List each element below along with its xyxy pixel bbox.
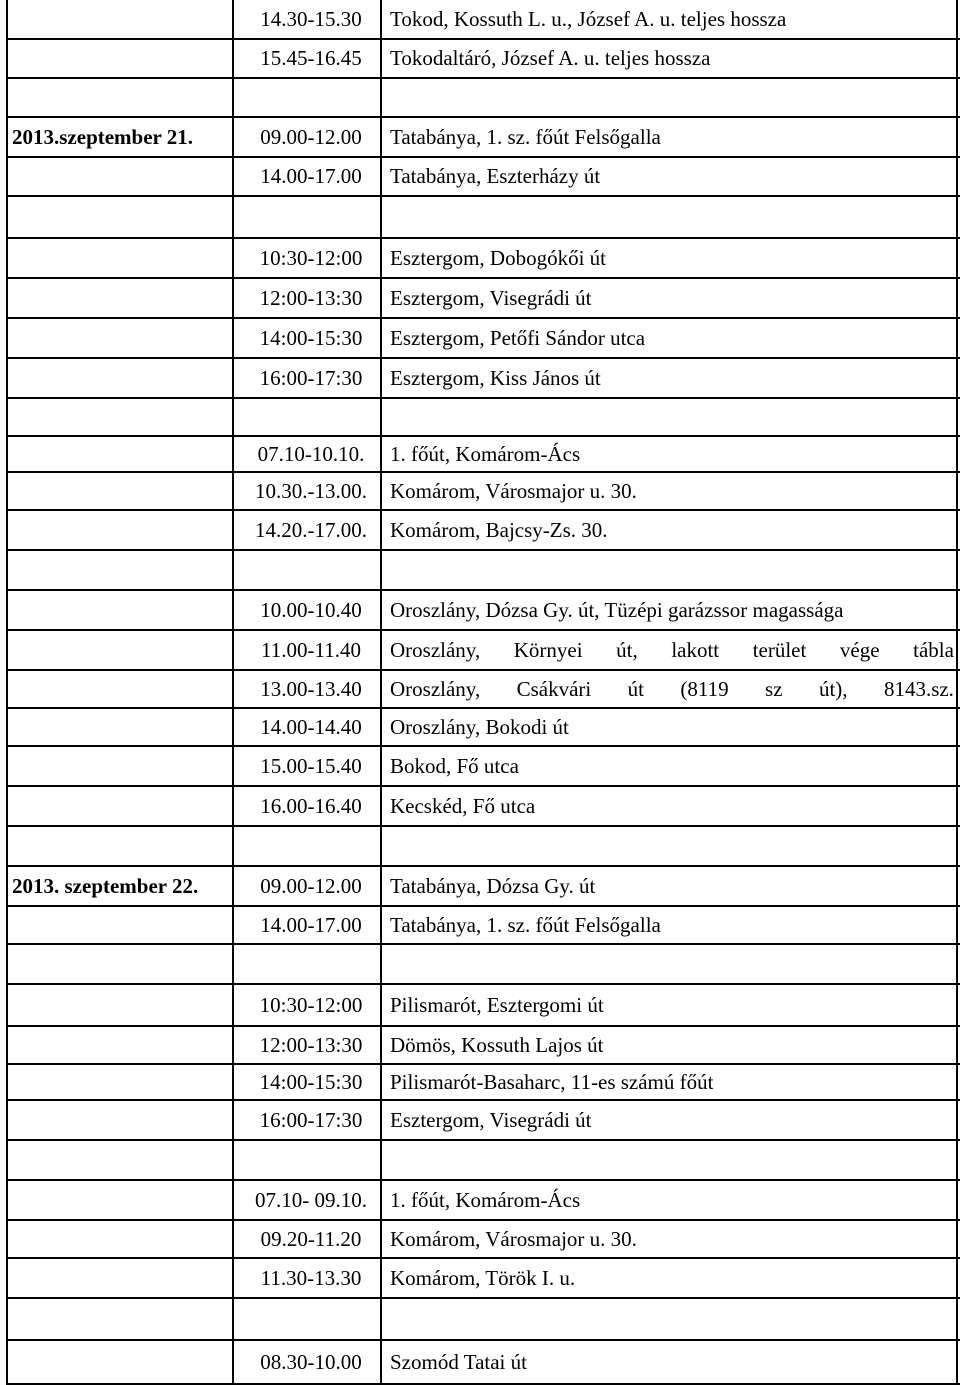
time-cell bbox=[242, 826, 380, 866]
date-cell bbox=[12, 510, 232, 550]
table-row bbox=[0, 786, 960, 826]
location-cell: Esztergom, Kiss János út bbox=[390, 365, 601, 390]
location-cell bbox=[390, 1298, 954, 1340]
time-cell bbox=[242, 196, 380, 238]
time-cell: 10:30-12:00 bbox=[259, 992, 363, 1017]
table-row bbox=[0, 590, 960, 630]
table-row bbox=[0, 472, 960, 510]
time-cell bbox=[242, 550, 380, 590]
location-cell: Tatabánya, Eszterházy út bbox=[390, 164, 601, 188]
date-cell bbox=[12, 238, 232, 278]
date-cell bbox=[12, 1220, 232, 1258]
date-cell bbox=[12, 1258, 232, 1298]
table-row bbox=[0, 630, 960, 670]
time-cell: 14.00-17.00 bbox=[260, 912, 362, 937]
time-cell: 13.00-13.40 bbox=[260, 676, 362, 701]
date-cell bbox=[12, 1100, 232, 1140]
table-row bbox=[0, 1026, 960, 1064]
date-cell bbox=[12, 398, 232, 436]
date-cell bbox=[12, 358, 232, 398]
location-cell bbox=[390, 1140, 954, 1180]
time-cell: 14.00-17.00 bbox=[260, 164, 362, 188]
table-row bbox=[0, 117, 960, 157]
time-cell: 09.00-12.00 bbox=[260, 124, 362, 149]
time-cell: 09.20-11.20 bbox=[260, 1226, 362, 1251]
date-cell bbox=[12, 1298, 232, 1340]
location-cell: Tatabánya, Dózsa Gy. út bbox=[390, 873, 596, 898]
table-row bbox=[0, 318, 960, 358]
time-cell: 11.30-13.30 bbox=[260, 1265, 362, 1290]
location-cell bbox=[390, 550, 954, 590]
date-cell bbox=[12, 318, 232, 358]
date-cell bbox=[12, 550, 232, 590]
time-cell bbox=[242, 1140, 380, 1180]
time-cell: 07.10- 09.10. bbox=[255, 1187, 367, 1212]
table-row bbox=[0, 1220, 960, 1258]
table-row bbox=[0, 906, 960, 944]
date-cell bbox=[12, 1340, 232, 1384]
date-cell bbox=[12, 906, 232, 944]
time-cell bbox=[242, 78, 380, 117]
table-row bbox=[0, 398, 960, 436]
date-cell bbox=[12, 984, 232, 1026]
time-cell: 10.30.-13.00. bbox=[255, 478, 367, 503]
location-cell: Szomód Tatai út bbox=[390, 1349, 527, 1374]
table-row bbox=[0, 196, 960, 238]
date-cell bbox=[12, 670, 232, 708]
date-cell bbox=[12, 278, 232, 318]
date-cell bbox=[12, 1180, 232, 1220]
date-cell bbox=[12, 472, 232, 510]
location-cell: Tokod, Kossuth L. u., József A. u. teljes hossza bbox=[390, 7, 787, 31]
location-cell bbox=[390, 826, 954, 866]
table-row bbox=[0, 550, 960, 590]
time-cell: 11.00-11.40 bbox=[261, 637, 361, 662]
table-row bbox=[0, 1258, 960, 1298]
location-cell: Komárom, Városmajor u. 30. bbox=[390, 1226, 637, 1251]
table-row bbox=[0, 78, 960, 117]
date-cell bbox=[12, 436, 232, 472]
time-cell: 08.30-10.00 bbox=[260, 1349, 362, 1374]
location-cell: Esztergom, Visegrádi út bbox=[390, 1107, 592, 1132]
date-cell bbox=[12, 708, 232, 746]
table-row bbox=[0, 157, 960, 196]
table-row bbox=[0, 826, 960, 866]
time-cell bbox=[242, 1298, 380, 1340]
time-cell: 14.00-14.40 bbox=[260, 714, 362, 739]
table-row bbox=[0, 746, 960, 786]
time-cell: 12:00-13:30 bbox=[259, 1032, 363, 1057]
location-cell: Oroszlány, Dózsa Gy. út, Tüzépi garázssor magassága bbox=[390, 597, 844, 622]
location-cell: Pilismarót, Esztergomi út bbox=[390, 992, 604, 1017]
table-row bbox=[0, 0, 960, 39]
location-cell: Komárom, Városmajor u. 30. bbox=[390, 478, 637, 503]
time-cell: 14.30-15.30 bbox=[260, 7, 362, 31]
date-cell bbox=[12, 826, 232, 866]
date-cell bbox=[12, 1026, 232, 1064]
table-row bbox=[0, 278, 960, 318]
table-row bbox=[0, 436, 960, 472]
table-row bbox=[0, 510, 960, 550]
location-cell: Tatabánya, 1. sz. főút Felsőgalla bbox=[390, 124, 661, 149]
time-cell: 14.20.-17.00. bbox=[255, 517, 367, 542]
location-cell: Pilismarót-Basaharc, 11-es számú főút bbox=[390, 1069, 714, 1094]
location-cell: 1. főút, Komárom-Ács bbox=[390, 1187, 581, 1212]
time-cell: 16:00-17:30 bbox=[259, 1107, 363, 1132]
location-cell: Kecskéd, Fő utca bbox=[390, 793, 536, 818]
time-cell: 10.00-10.40 bbox=[260, 597, 362, 622]
table-row bbox=[0, 670, 960, 708]
time-cell: 10:30-12:00 bbox=[259, 245, 363, 270]
table-row bbox=[0, 39, 960, 78]
location-cell: Esztergom, Visegrádi út bbox=[390, 285, 592, 310]
time-cell: 14:00-15:30 bbox=[259, 325, 363, 350]
date-cell bbox=[12, 0, 232, 39]
table-row bbox=[0, 1298, 960, 1340]
date-cell: 2013. szeptember 22. bbox=[12, 873, 199, 898]
location-cell bbox=[390, 398, 954, 436]
location-cell: Tokodaltáró, József A. u. teljes hossza bbox=[390, 46, 711, 70]
table-row bbox=[0, 1100, 960, 1140]
time-cell: 15.45-16.45 bbox=[260, 46, 362, 70]
time-cell: 14:00-15:30 bbox=[259, 1069, 363, 1094]
date-cell: 2013.szeptember 21. bbox=[12, 124, 193, 149]
date-cell bbox=[12, 157, 232, 196]
location-cell: Oroszlány, Bokodi út bbox=[390, 714, 569, 739]
date-cell bbox=[12, 39, 232, 78]
date-cell bbox=[12, 746, 232, 786]
time-cell bbox=[242, 398, 380, 436]
date-cell bbox=[12, 1140, 232, 1180]
time-cell: 09.00-12.00 bbox=[260, 873, 362, 898]
time-cell: 12:00-13:30 bbox=[259, 285, 363, 310]
location-cell: Oroszlány, Környei út, lakott terület vége tábla bbox=[390, 637, 954, 662]
time-cell: 15.00-15.40 bbox=[260, 753, 362, 778]
location-cell bbox=[390, 944, 954, 984]
time-cell: 16:00-17:30 bbox=[259, 365, 363, 390]
table-row bbox=[0, 708, 960, 746]
date-cell bbox=[12, 944, 232, 984]
table-row bbox=[0, 1140, 960, 1180]
table-row bbox=[0, 944, 960, 984]
date-cell bbox=[12, 78, 232, 117]
time-cell: 07.10-10.10. bbox=[257, 441, 365, 466]
location-cell: Komárom, Bajcsy-Zs. 30. bbox=[390, 517, 608, 542]
location-cell: Komárom, Török I. u. bbox=[390, 1265, 576, 1290]
date-cell bbox=[12, 786, 232, 826]
time-cell bbox=[242, 944, 380, 984]
table-row bbox=[0, 358, 960, 398]
location-cell: Esztergom, Dobogókői út bbox=[390, 245, 607, 270]
location-cell bbox=[390, 78, 954, 117]
location-cell: Oroszlány, Csákvári út (8119 sz út), 8143.sz. bbox=[390, 676, 954, 701]
table-row bbox=[0, 866, 960, 906]
location-cell: Esztergom, Petőfi Sándor utca bbox=[390, 325, 646, 350]
location-cell: 1. főút, Komárom-Ács bbox=[390, 441, 581, 466]
table-row bbox=[0, 1064, 960, 1100]
date-cell bbox=[12, 1064, 232, 1100]
table-row bbox=[0, 238, 960, 278]
location-cell: Bokod, Fő utca bbox=[390, 753, 519, 778]
date-cell bbox=[12, 590, 232, 630]
time-cell: 16.00-16.40 bbox=[260, 793, 362, 818]
location-cell bbox=[390, 196, 954, 238]
location-cell: Tatabánya, 1. sz. főút Felsőgalla bbox=[390, 912, 661, 937]
date-cell bbox=[12, 196, 232, 238]
table-row bbox=[0, 1340, 960, 1384]
table-row bbox=[0, 984, 960, 1026]
location-cell: Dömös, Kossuth Lajos út bbox=[390, 1032, 604, 1057]
table-row bbox=[0, 1180, 960, 1220]
date-cell bbox=[12, 630, 232, 670]
